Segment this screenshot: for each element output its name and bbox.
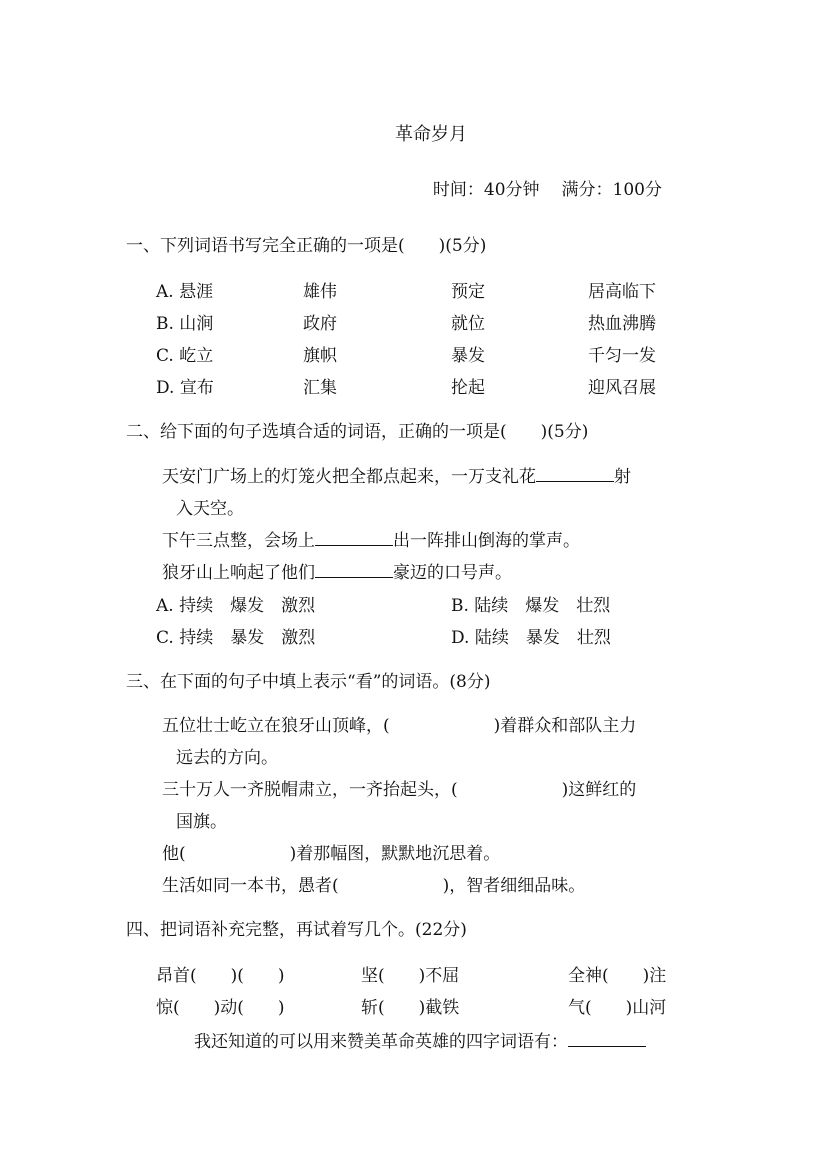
q4-idiom-6: 气( )山河 [568,998,667,1018]
q3-sentence-3 [162,839,500,864]
q4-idiom-5: 斩( )截铁 [361,998,460,1018]
q4-idiom-4: 惊( )动( ) [156,998,285,1018]
question-4-heading: 四、把词语补充完整，再试着写几个。(22分) [126,920,467,940]
q1-option-c-word-4: 千匀一发 [588,346,656,366]
q2-s2-text: 下午三点整，会场上 [162,531,315,551]
q3-s2-tail: )这鲜红的 [561,780,637,800]
time-limit: 时间：40分钟 [432,180,540,200]
q3-s4-tail: )，智者细细品味。 [442,876,586,896]
q3-s1-text: 五位壮士屹立在狼牙山顶峰，( [162,716,390,736]
q2-option-c: C. 持续 暴发 激烈 [156,628,316,648]
q1-option-b-word-1: B. 山涧 [156,314,214,334]
q1-option-d-word-2: 汇集 [303,378,337,398]
q3-sentence-4 [162,871,585,896]
q2-s1-tail: 射 [614,467,631,487]
q4-idiom-3: 全神( )注 [568,966,667,986]
q1-option-c-word-1: C. 屹立 [156,346,214,366]
q3-sentence-2 [162,775,636,800]
q3-s2-continuation: 国旗。 [176,812,227,832]
q1-option-d-word-3: 抡起 [451,378,485,398]
q1-option-d-word-1: D. 宣布 [156,378,214,398]
q3-s3-tail: )着那幅图，默默地沉思着。 [289,844,501,864]
exam-meta [433,175,662,200]
q4-extra-line [194,1027,646,1052]
full-score: 满分：100分 [561,180,662,200]
q1-option-a-word-1: A. 悬涯 [156,282,214,302]
q1-option-d-word-4: 迎风召展 [588,378,656,398]
q3-s4-text: 生活如同一本书，愚者( [162,876,339,896]
q2-sentence-2 [162,526,580,551]
q4-extra-blank[interactable] [568,1030,646,1047]
q1-option-a-word-3: 预定 [451,282,485,302]
q2-s3-blank[interactable] [315,561,393,578]
page-title: 革命岁月 [395,124,467,145]
q3-s2-text: 三十万人一齐脱帽肃立，一齐抬起头，( [162,780,458,800]
q3-s1-continuation: 远去的方向。 [176,748,278,768]
q4-idiom-1: 昂首( )( ) [156,966,285,986]
q3-sentence-1 [162,711,636,736]
q1-option-c-word-2: 旗帜 [303,346,337,366]
q2-option-a: A. 持续 爆发 激烈 [156,596,316,616]
q1-option-b-word-2: 政府 [303,314,337,334]
q2-option-b: B. 陆续 爆发 壮烈 [451,596,611,616]
q2-sentence-1 [162,462,631,487]
q1-option-b-word-3: 就位 [451,314,485,334]
q2-sentence-3 [162,558,512,583]
q1-option-c-word-3: 暴发 [451,346,485,366]
q1-option-a-word-2: 雄伟 [303,282,337,302]
q2-s1-text: 天安门广场上的灯笼火把全都点起来，一万支礼花 [162,467,536,487]
question-3-heading: 三、在下面的句子中填上表示“看”的词语。(8分) [126,672,491,692]
q3-s1-tail: )着群众和部队主力 [493,716,637,736]
q2-s3-tail: 豪迈的口号声。 [393,563,512,583]
q3-s3-text: 他( [162,844,186,864]
q4-extra-prompt: 我还知道的可以用来赞美革命英雄的四字词语有： [194,1032,568,1052]
q2-s1-continuation: 入天空。 [176,499,244,519]
q4-idiom-2: 坚( )不屈 [361,966,460,986]
q2-s2-tail: 出一阵排山倒海的掌声。 [393,531,580,551]
q2-s3-text: 狼牙山上响起了他们 [162,563,315,583]
question-1-heading: 一、下列词语书写完全正确的一项是( )(5分) [126,236,487,256]
question-2-heading: 二、给下面的句子选填合适的词语，正确的一项是( )(5分) [126,422,589,442]
q2-s2-blank[interactable] [315,529,393,546]
q2-s1-blank[interactable] [536,465,614,482]
q1-option-a-word-4: 居高临下 [588,282,656,302]
q2-option-d: D. 陆续 暴发 壮烈 [451,628,611,648]
q1-option-b-word-4: 热血沸腾 [588,314,656,334]
